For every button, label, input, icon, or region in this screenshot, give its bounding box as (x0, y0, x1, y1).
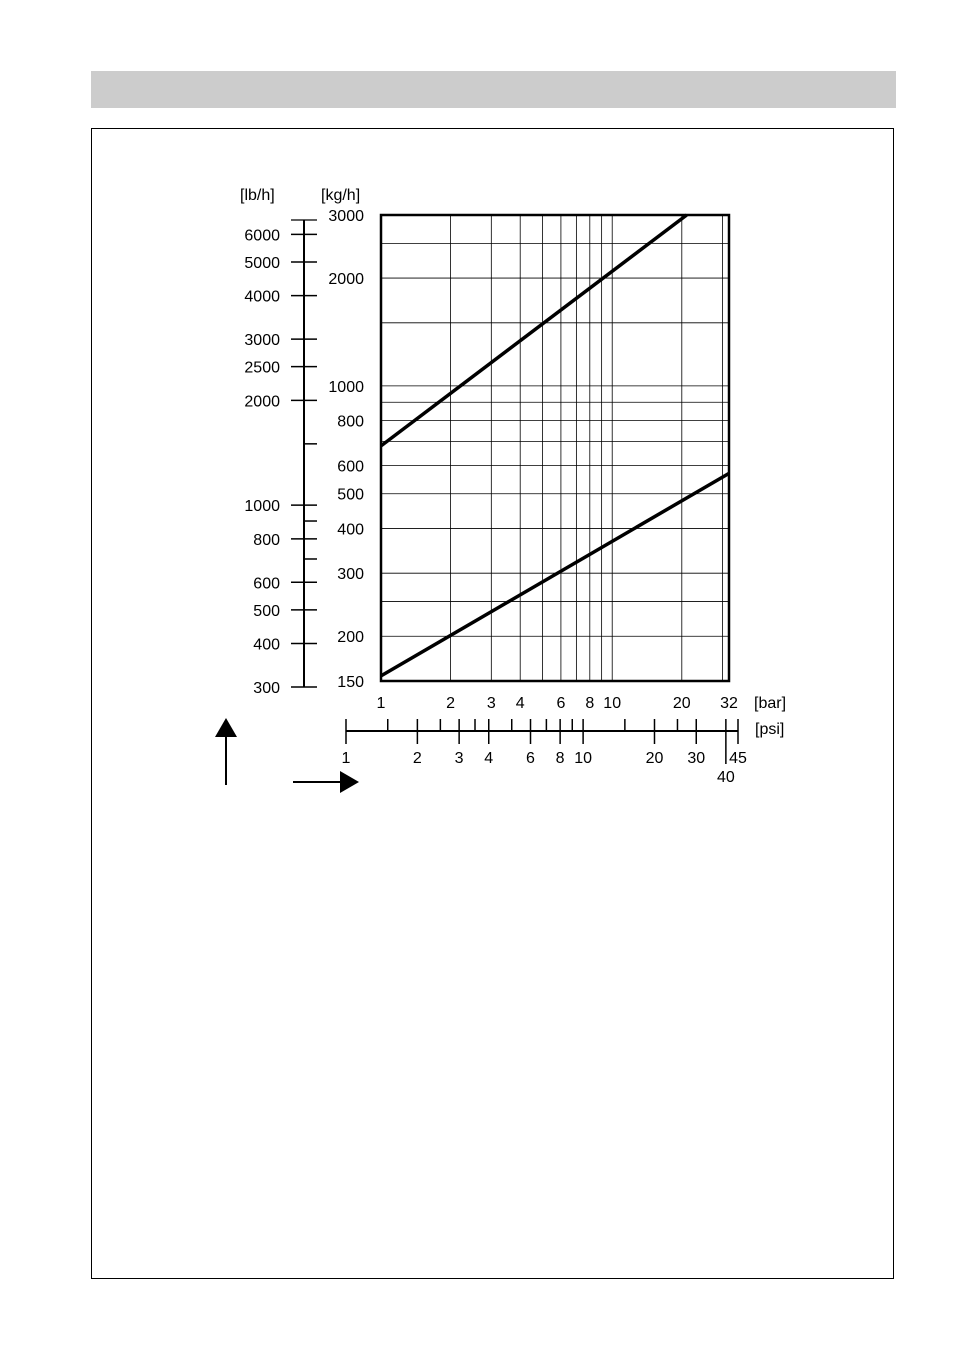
x-tick-label: 4 (515, 695, 525, 712)
y-tick-label: 1000 (328, 378, 364, 396)
lb-tick-label: 800 (253, 531, 280, 549)
x-tick-label: 8 (585, 695, 595, 712)
lb-tick-label: 1000 (244, 498, 280, 516)
psi-tick-label: 2 (412, 750, 422, 767)
y-tick-label: 500 (337, 486, 364, 504)
kg-unit-label: [kg/h] (321, 187, 361, 204)
x-tick-label: 1 (376, 695, 386, 712)
x-tick-label: 3 (486, 695, 496, 712)
psi-tick-label: 10 (574, 750, 593, 767)
lb-tick-label: 600 (253, 575, 280, 593)
plot-border (381, 215, 729, 681)
lb-tick-label: 2500 (244, 359, 280, 377)
x-tick-label: 32 (720, 695, 738, 712)
y-tick-label: 150 (337, 674, 364, 691)
y-tick-label: 200 (337, 629, 364, 647)
y-tick-label: 300 (337, 566, 364, 584)
psi-tick-label: 30 (687, 750, 706, 767)
psi-tick-label: 6 (526, 750, 535, 767)
psi-tick-label: 1 (341, 750, 351, 767)
y-tick-label: 2000 (328, 271, 364, 289)
psi-tick-label: 40 (716, 769, 735, 786)
x-tick-label: 2 (446, 695, 456, 712)
y-tick-label: 800 (337, 413, 364, 431)
psi-unit-label: [psi] (755, 721, 785, 738)
psi-tick-label: 3 (454, 750, 464, 767)
series-line (381, 473, 729, 676)
series-line (381, 215, 687, 446)
lb-tick-label: 2000 (244, 393, 280, 411)
lb-tick-label: 6000 (244, 227, 280, 245)
x-tick-label: 20 (672, 695, 691, 712)
lb-tick-label: 500 (253, 602, 280, 620)
lb-tick-label: 5000 (244, 254, 280, 272)
x-tick-label: 10 (603, 695, 622, 712)
lb-tick-label: 300 (253, 680, 280, 697)
lb-tick-label: 4000 (244, 288, 280, 306)
y-tick-label: 3000 (328, 208, 364, 225)
y-tick-label: 600 (337, 458, 364, 476)
bar-unit-label: [bar] (754, 695, 787, 712)
arrow-right-icon (340, 771, 359, 793)
psi-tick-label: 20 (645, 750, 664, 767)
arrow-up-icon (215, 718, 237, 737)
y-tick-label: 400 (337, 521, 364, 539)
psi-tick-label: 45 (729, 750, 747, 767)
x-tick-label: 6 (556, 695, 566, 712)
lb-unit-label: [lb/h] (240, 187, 275, 204)
psi-tick-label: 8 (555, 750, 565, 767)
lb-tick-label: 3000 (244, 332, 280, 350)
lb-tick-label: 400 (253, 636, 280, 654)
psi-tick-label: 4 (484, 750, 494, 767)
